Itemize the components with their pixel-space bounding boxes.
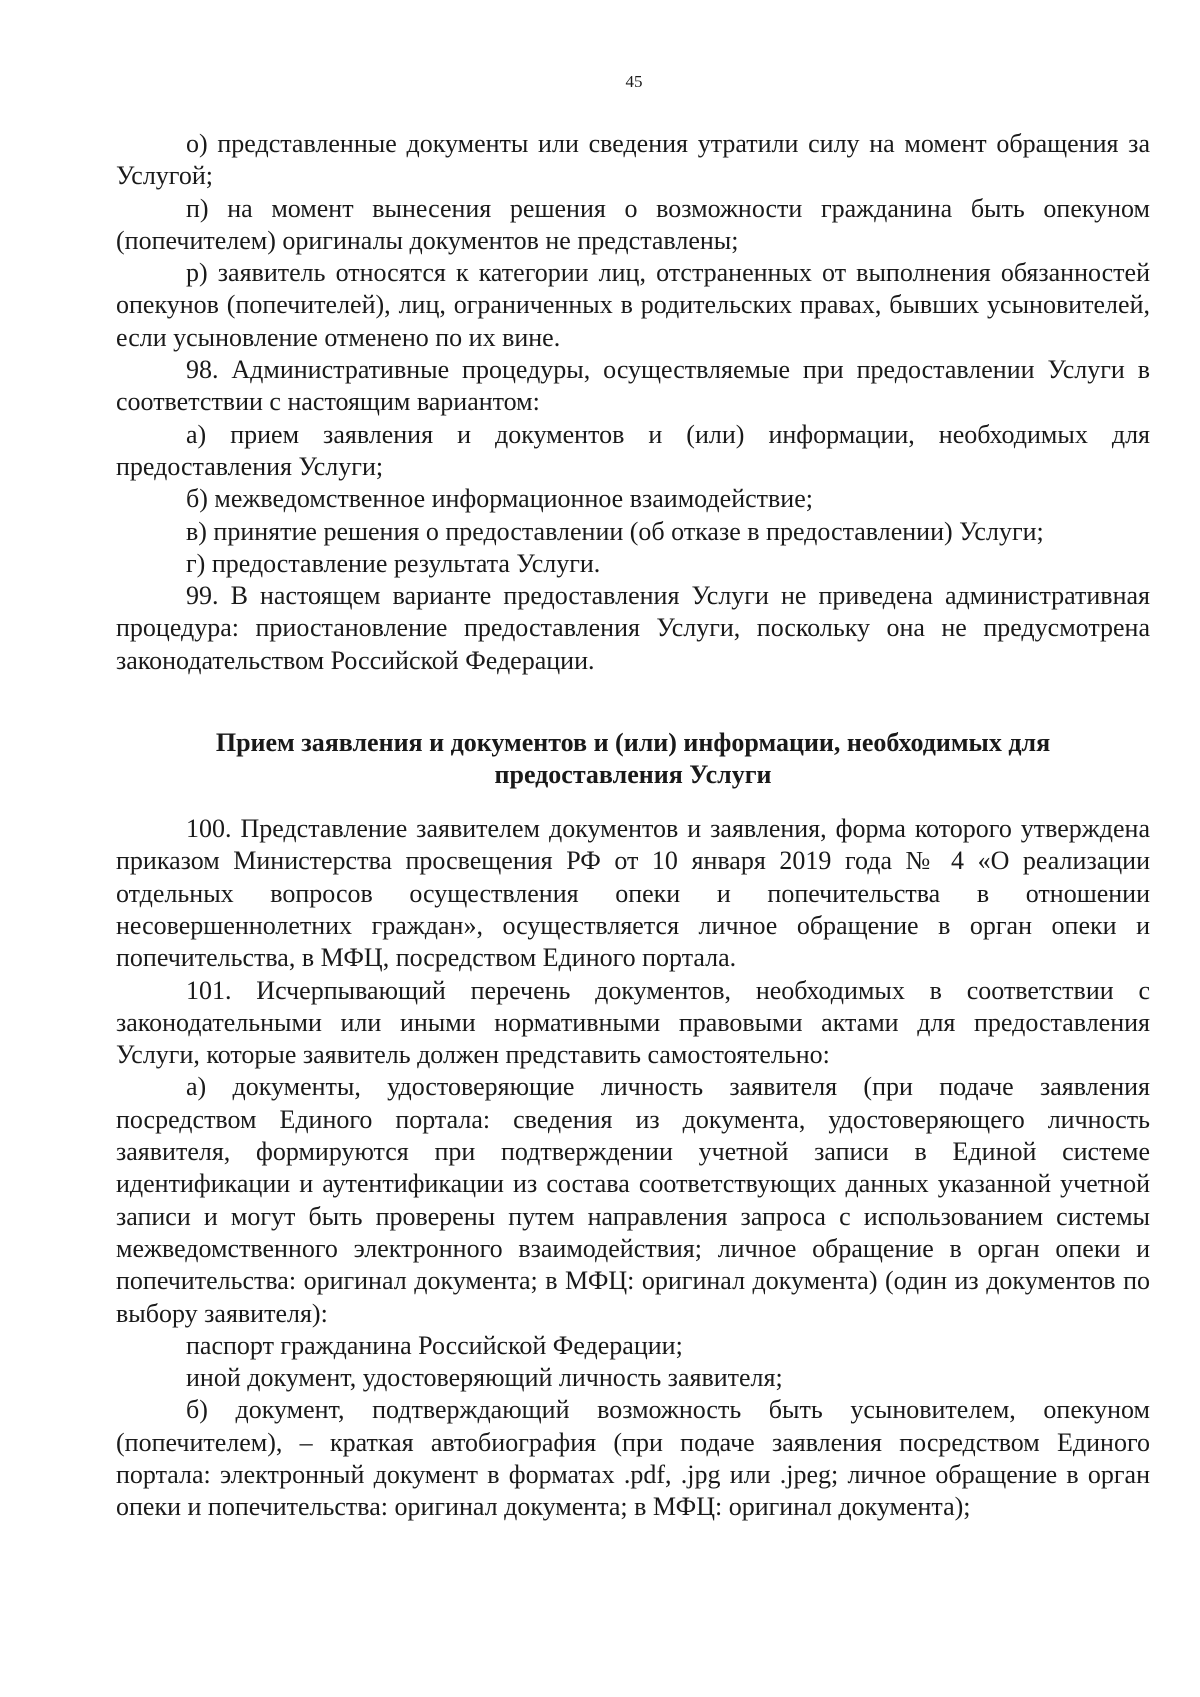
paragraph-item-o: о) представленные документы или сведения утратили силу на момент обращения за Услугой; (116, 129, 1150, 191)
paragraph-98-b: б) межведомственное информационное взаимодействие; (186, 484, 813, 514)
paragraph-101-a-passport: паспорт гражданина Российской Федерации; (186, 1330, 683, 1360)
section-heading-line-1: Прием заявления и документов и (или) информации, необходимых для (215, 728, 1051, 758)
paragraph-101-a-other-id: иной документ, удостоверяющий личность заявителя; (186, 1363, 783, 1393)
paragraph-98-a: а) прием заявления и документов и (или) информации, необходимых для предоставления Услуги; (116, 419, 1150, 481)
paragraph-100: 100. Представление заявителем документов и заявления, форма которого утверждена приказом Министерства просвещения РФ от 10 января 2019 года № 4 «О реализации отдельных вопросов осуществления опеки и попечительства в отношении несовершеннолетних граждан», осуществляется личное обращение в орган опеки и попечительства, в МФЦ, посредством Единого портала. (116, 814, 1150, 973)
paragraph-98-g: г) предоставление результата Услуги. (186, 548, 601, 578)
page-number: 45 (625, 72, 643, 91)
section-heading (116, 727, 1150, 791)
document-body (116, 128, 1150, 1524)
paragraph-98: 98. Административные процедуры, осуществляемые при предоставлении Услуги в соответствии с настоящим вариантом: (116, 355, 1150, 417)
paragraph-101-a: а) документы, удостоверяющие личность заявителя (при подаче заявления посредством Единого портала: сведения из документа, удостоверяющего личность заявителя, формируются при подтверждении учетной записи в Единой системе идентификации и аутентификации из состава соответствующих данных указанной учетной записи и могут быть проверены путем направления запроса с использованием системы межведомственного электронного взаимодействия; личное обращение в орган опеки и попечительства: оригинал документа; в МФЦ: оригинал документа) (один из документов по выбору заявителя): (116, 1072, 1150, 1328)
paragraph-99: 99. В настоящем варианте предоставления Услуги не приведена административная процедура: приостановление предоставления Услуги, поскольку она не предусмотрена законодательством Российской Федерации. (116, 581, 1150, 675)
paragraph-101: 101. Исчерпывающий перечень документов, необходимых в соответствии с законодательными или иными нормативными правовыми актами для предоставления Услуги, которые заявитель должен представить самостоятельно: (116, 975, 1150, 1070)
paragraph-item-r: р) заявитель относятся к категории лиц, отстраненных от выполнения обязанностей опекунов (попечителей), лиц, ограниченных в родительских правах, бывших усыновителей, если усыновление отменено по их вине. (116, 258, 1150, 352)
paragraph-101-b: б) документ, подтверждающий возможность быть усыновителем, опекуном (попечителем), – краткая автобиография (при подаче заявления посредством Единого портала: электронный документ в форматах .pdf, .jpg или .jpeg; личное обращение в орган опеки и попечительства: оригинал документа; в МФЦ: оригинал документа); (116, 1395, 1150, 1522)
paragraph-item-p: п) на момент вынесения решения о возможности гражданина быть опекуном (попечителем) оригиналы документов не представлены; (116, 193, 1150, 255)
paragraph-98-v: в) принятие решения о предоставлении (об отказе в предоставлении) Услуги; (186, 516, 1044, 546)
section-heading-line-2: предоставления Услуги (494, 760, 772, 790)
